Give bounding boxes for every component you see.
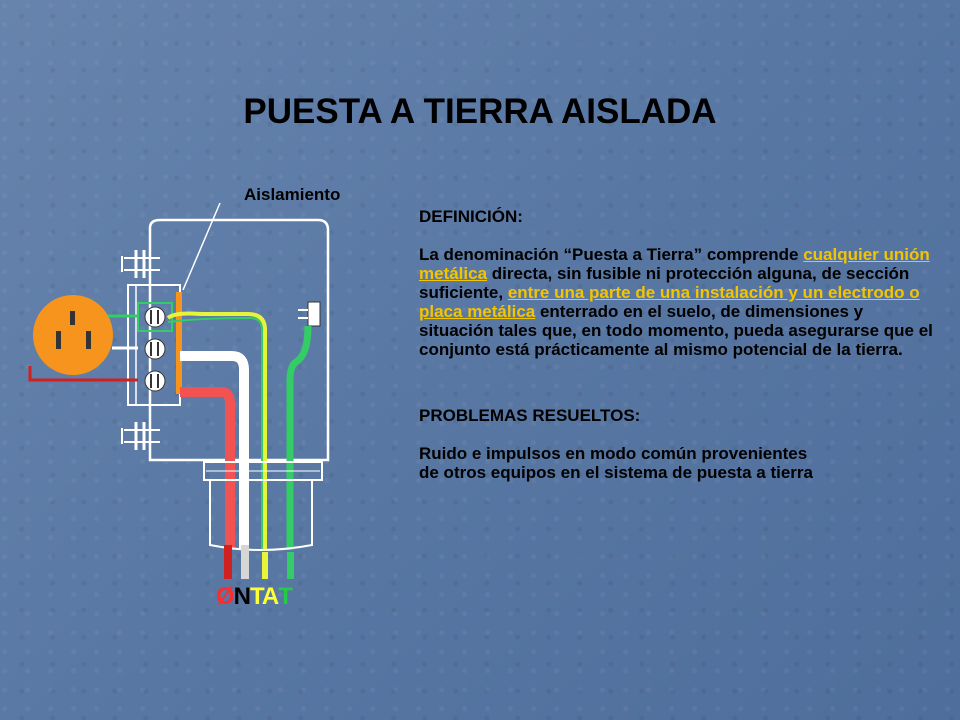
slide-body [419,207,939,482]
phase-wire-end [224,545,232,579]
insulation-pointer-line [183,203,220,290]
insulation-label: Aislamiento [244,185,341,204]
legend-phase: Ø [216,583,234,610]
neutral-wire-end [241,545,249,579]
ground-wire [290,326,308,550]
definition-heading: DEFINICIÓN: [419,207,523,226]
problems-heading: PROBLEMAS RESUELTOS: [419,406,641,425]
upper-mounting-screw-icon [122,250,160,278]
legend-ground: T [278,583,292,610]
definition-text-2: directa, sin fusible ni protección alguna, de sección suficiente, [419,264,910,302]
terminal-screw-icon [145,339,165,359]
isolated-ground-wire-end [262,552,268,579]
box-ground-screw-icon [298,302,320,326]
problems-text: Ruido e impulsos en modo común provenientes de otros equipos en el sistema de puesta a tierra [419,444,813,482]
slide-title: PUESTA A TIERRA AISLADA [243,92,717,131]
wire-legend [216,583,292,611]
definition-text-1: La denominación “Puesta a Tierra” comprende [419,245,804,264]
legend-isolated-ground: TA [250,583,279,610]
definition-link-2[interactable]: entre una parte de una instalación y un electrodo o placa metálica [419,283,920,321]
outlet-face-icon [33,295,113,375]
legend-neutral: N [233,583,251,610]
terminal-screw-icon [145,307,165,327]
ground-wire-end [287,552,294,579]
terminal-screw-icon [145,371,165,391]
isolated-ground-wire [168,314,265,551]
insulation-band [176,292,182,394]
definition-text-3: enterrado en el suelo, de dimensiones y situación tales que, en todo momento, pueda asegurarse que el conjunto está prácticamente al mismo potencial de la tierra. [419,302,933,359]
definition-paragraph [419,245,939,359]
definition-link-1[interactable]: cualquier unión metálica [419,245,930,283]
lower-mounting-screw-icon [122,422,160,450]
